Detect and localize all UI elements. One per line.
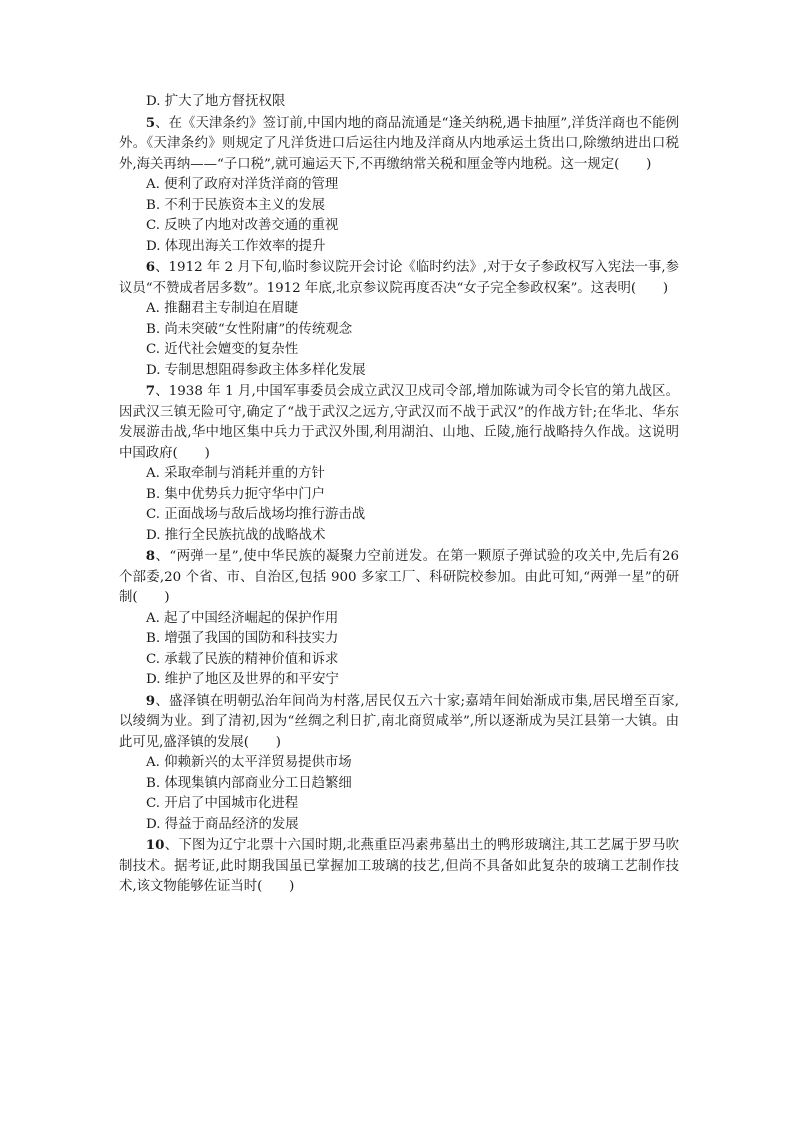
option-d: D. 体现出海关工作效率的提升	[146, 238, 326, 254]
question-text: 、在《天津条约》签订前,中国内地的商品流通是“逢关纳税,遇卡抽厘”,洋货洋商也不能例外。《天津条约》则规定了凡洋货进口后运往内地及洋商从内地承运土货出口,除缴纳进出口税外,海关再纳——“子口税”,就可遍运天下,不再缴纳常关税和厘金等内地税。这一规定( )	[119, 115, 679, 172]
question-block	[119, 835, 679, 898]
question-stem	[119, 835, 679, 898]
option-b: B. 体现集镇内部商业分工日趋繁细	[146, 775, 352, 791]
question-text: 、1938 年 1 月,中国军事委员会成立武汉卫戍司令部,增加陈诚为司令长官的第九战区。因武汉三镇无险可守,确定了“战于武汉之远方,守武汉而不战于武汉”的作战方针;在华北、华东发展游击战,华中地区集中兵力于武汉外围,利用湖泊、山地、丘陵,施行战略持久作战。这说明中国政府( )	[119, 384, 679, 461]
question-number: 7	[145, 383, 156, 399]
option-a: A. 起了中国经济崛起的保护作用	[146, 610, 339, 626]
question-block	[119, 381, 679, 546]
question-number: 6	[145, 259, 156, 275]
option-d: D. 得益于商品经济的发展	[146, 816, 299, 832]
question-text: 、下图为辽宁北票十六国时期,北燕重臣冯素弗墓出土的鸭形玻璃注,其工艺属于罗马吹制技术。据考证,此时期我国虽已掌握加工玻璃的技艺,但尚不具备如此复杂的玻璃工艺制作技术,该文物能够佐证当时( )	[119, 838, 679, 894]
question-number: 10	[145, 837, 165, 853]
question-text: 、1912 年 2 月下旬,临时参议院开会讨论《临时约法》,对于女子参政权写入宪法一事,参议员“不赞成者居多数”。1912 年底,北京参议院再度否决“女子完全参政权案”。这表明( )	[119, 260, 679, 296]
option-c: C. 承载了民族的精神价值和诉求	[146, 651, 339, 667]
option-a: A. 仰赖新兴的太平洋贸易提供市场	[146, 755, 352, 770]
option-c: C. 反映了内地对改善交通的重视	[146, 218, 339, 233]
option-d: D. 专制思想阻碍参政主体多样化发展	[146, 362, 366, 378]
option-c: C. 正面战场与敌后战场均推行游击战	[146, 507, 366, 522]
option-b: B. 尚未突破“女性附庸”的传统观念	[146, 321, 353, 337]
question-stem	[119, 691, 679, 754]
question-number: 5	[145, 114, 156, 131]
option-b: B. 集中优势兵力扼守华中门户	[146, 486, 326, 502]
question-stem	[119, 257, 679, 299]
option-c: C. 开启了中国城市化进程	[146, 796, 299, 811]
option-a: A. 采取牵制与消耗并重的方针	[146, 466, 325, 481]
question-block	[119, 546, 679, 691]
option-c: C. 近代社会嬗变的复杂性	[146, 342, 299, 357]
question-block	[119, 257, 679, 381]
question-stem	[119, 546, 679, 609]
question-stem	[119, 113, 679, 176]
option-d: D. 推行全民族抗战的战略战术	[146, 527, 326, 543]
question-number: 8	[145, 548, 156, 564]
question-list	[119, 92, 679, 898]
option-d: D. 维护了地区及世界的和平安宁	[146, 672, 339, 687]
option-b: B. 不利于民族资本主义的发展	[146, 197, 326, 213]
question-text: 、“两弹一星”,使中华民族的凝聚力空前迸发。在第一颗原子弹试验的攻关中,先后有26 个部委,20 个省、市、自治区,包括 900 多家工厂、科研院校参加。由此可知,“两弹一星”的研制( )	[119, 549, 679, 605]
question-number: 9	[145, 692, 156, 709]
question-block	[119, 691, 679, 836]
option-b: B. 增强了我国的国防和科技实力	[146, 631, 339, 646]
option-a: A. 推翻君主专制迫在眉睫	[146, 301, 299, 316]
question-block	[119, 113, 679, 258]
question-stem	[119, 381, 679, 464]
question-text: 、盛泽镇在明朝弘治年间尚为村落,居民仅五六十家;嘉靖年间始渐成市集,居民增至百家,以绫绸为业。到了清初,因为“丝绸之利日扩,南北商贸咸举”,所以逐渐成为吴江县第一大镇。由此可见,盛泽镇的发展( )	[119, 693, 679, 750]
option-d-prev: D. 扩大了地方督抚权限	[146, 94, 286, 109]
option-a: A. 便利了政府对洋货洋商的管理	[146, 177, 339, 192]
